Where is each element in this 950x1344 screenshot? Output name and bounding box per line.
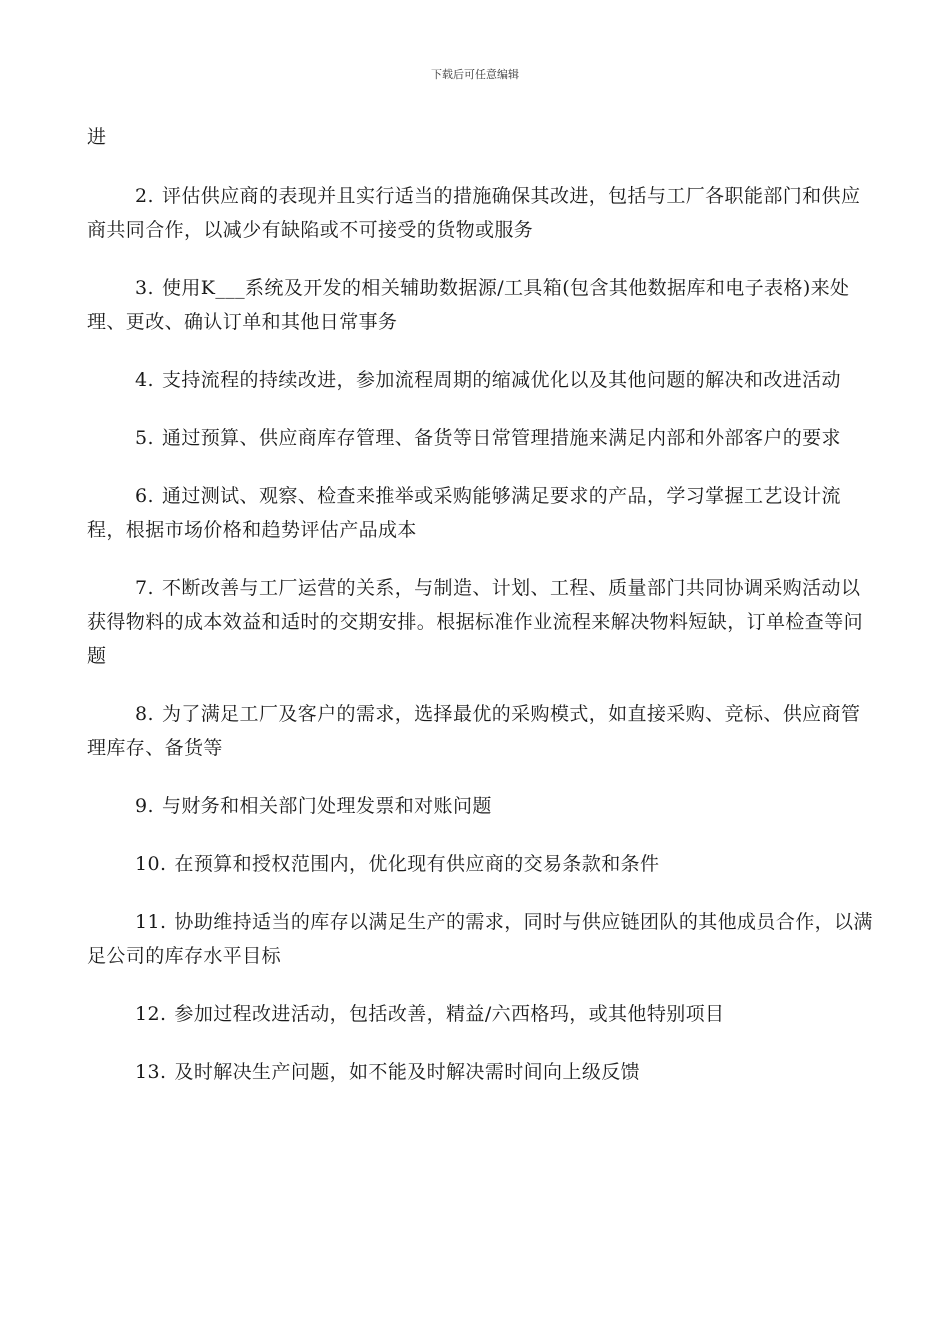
item-text: 与财务和相关部门处理发票和对账问题 bbox=[161, 795, 492, 817]
item-number: 7. bbox=[135, 577, 154, 599]
list-item bbox=[87, 179, 877, 247]
list-item bbox=[87, 571, 877, 673]
item-text: 在预算和授权范围内，优化现有供应商的交易条款和条件 bbox=[174, 853, 660, 875]
item-text: 及时解决生产问题，如不能及时解决需时间向上级反馈 bbox=[174, 1061, 641, 1083]
item-number: 13. bbox=[135, 1061, 167, 1083]
list-item bbox=[87, 697, 877, 765]
item-text: 协助维持适当的库存以满足生产的需求，同时与供应链团队的其他成员合作，以满足公司的库存水平目标 bbox=[87, 911, 873, 967]
item-number: 8. bbox=[135, 703, 154, 725]
item-number: 9. bbox=[135, 795, 154, 817]
item-text: 使用K___系统及开发的相关辅助数据源/工具箱(包含其他数据库和电子表格)来处理、更改、确认订单和其他日常事务 bbox=[87, 277, 850, 333]
list-item bbox=[87, 271, 877, 339]
item-text: 通过测试、观察、检查来推举或采购能够满足要求的产品，学习掌握工艺设计流程，根据市场价格和趋势评估产品成本 bbox=[87, 485, 841, 541]
item-number: 5. bbox=[135, 427, 154, 449]
item-number: 6. bbox=[135, 485, 154, 507]
list-item bbox=[87, 789, 877, 823]
item-text: 参加过程改进活动，包括改善，精益/六西格玛，或其他特别项目 bbox=[174, 1003, 725, 1025]
page-header-note: 下载后可任意编辑 bbox=[431, 68, 519, 81]
item-text: 评估供应商的表现并且实行适当的措施确保其改进，包括与工厂各职能部门和供应商共同合作，以减少有缺陷或不可接受的货物或服务 bbox=[87, 185, 861, 241]
item-text: 为了满足工厂及客户的需求，选择最优的采购模式，如直接采购、竞标、供应商管理库存、备货等 bbox=[87, 703, 861, 759]
item-number: 4. bbox=[135, 369, 154, 391]
item-text: 通过预算、供应商库存管理、备货等日常管理措施来满足内部和外部客户的要求 bbox=[161, 427, 841, 449]
item-number: 12. bbox=[135, 1003, 167, 1025]
list-item bbox=[87, 847, 877, 881]
list-item bbox=[87, 905, 877, 973]
item-number: 10. bbox=[135, 853, 167, 875]
item-text: 支持流程的持续改进，参加流程周期的缩减优化以及其他问题的解决和改进活动 bbox=[161, 369, 841, 391]
item-text: 不断改善与工厂运营的关系，与制造、计划、工程、质量部门共同协调采购活动以获得物料的成本效益和适时的交期安排。根据标准作业流程来解决物料短缺，订单检查等问题 bbox=[87, 577, 864, 667]
list-item bbox=[87, 1055, 877, 1089]
list-item bbox=[87, 479, 877, 547]
item-number: 3. bbox=[135, 277, 154, 299]
list-item bbox=[87, 997, 877, 1031]
list-item bbox=[87, 421, 877, 455]
list-item bbox=[87, 363, 877, 397]
item-number: 11. bbox=[135, 911, 167, 933]
duty-list bbox=[87, 179, 877, 1113]
continuation-text: 进 bbox=[87, 126, 107, 148]
item-number: 2. bbox=[135, 185, 154, 207]
